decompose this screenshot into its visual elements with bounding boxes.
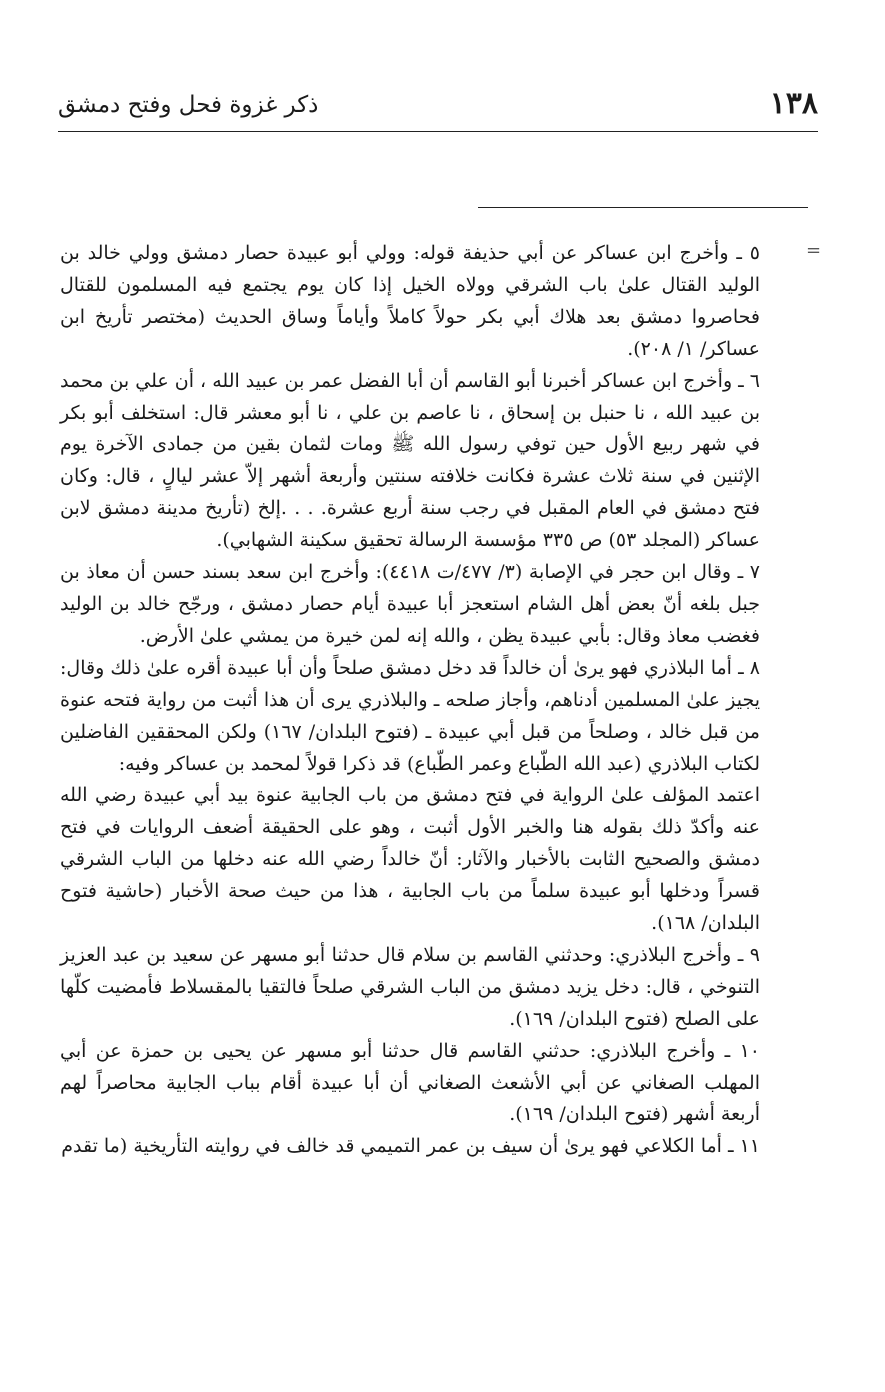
footnote-paragraph-5: ٥ ـ وأخرج ابن عساكر عن أبي حذيفة قوله: وولي أبو عبيدة حصار دمشق وولي خالد بن الوليد القتال علىٰ باب الشرقي وولاه الخيل إذا كان يوم يجتمع فيه المسلمون للقتال فحاصروا دمشق بعد هلاك أبي بكر حولاً كاملاً وأياماً وساق الحديث (مختصر تأريخ ابن عساكر/ ١/ ٢٠٨). [60,242,760,360]
footnote-paragraph-9: ٩ ـ وأخرج البلاذري: وحدثني القاسم بن سلام قال حدثنا أبو مسهر عن سعيد بن عبد العزيز التنوخي ، قال: دخل يزيد دمشق من الباب الشرقي صلحاً فالتقيا بالمقسلاط فأمضيت كلّها على الصلح (فتوح البلدان/ ١٦٩). [60,943,760,1030]
footnote-separator [478,207,808,208]
footnote-paragraph-11: ١١ ـ أما الكلاعي فهو يرىٰ أن سيف بن عمر التميمي قد خالف في روايته التأريخية (ما تقدم [61,1135,760,1158]
footnotes-text [60,238,760,1163]
footnote-paragraph-8: ٨ ـ أما البلاذري فهو يرىٰ أن خالداً قد دخل دمشق صلحاً وأن أبا عبيدة أقره علىٰ ذلك وقال: يجيز علىٰ المسلمين أدناهم، وأجاز صلحه ـ والبلاذري يرى أن هذا أثبت من رواية فتحه عنوة من قبل خالد ، وصلحاً من قبل أبي عبيدة ـ (فتوح البلدان/ ١٦٧) ولكن المحققين الفاضلين لكتاب البلاذري (عبد الله الطّباع وعمر الطّباع) قد ذكرا قولاً لمحمد بن عساكر وفيه: [60,656,760,775]
footnote-paragraph-10: ١٠ ـ وأخرج البلاذري: حدثني القاسم قال حدثنا أبو مسهر عن يحيى بن حمزة عن أبي المهلب الصغاني عن أبي الأشعث الصغاني أن أبا عبيدة أقام بباب الجابية محاصراً لهم أربعة أشهر (فتوح البلدان/ ١٦٩). [60,1039,760,1126]
running-title: ذكر غزوة فحل وفتح دمشق [58,92,319,118]
footnote-paragraph-7: ٧ ـ وقال ابن حجر في الإصابة (٣/ ٤٧٧/ت ٤٤١٨): وأخرج ابن سعد بسند حسن أن معاذ بن جبل بلغه أنّ بعض أهل الشام استعجز أبا عبيدة أيام حصار دمشق ، ورجّح خالد بن الوليد فغضب معاذ وقال: بأبي عبيدة يظن ، والله إنه لمن خيرة من يمشي علىٰ الأرض. [60,561,760,647]
footnote-paragraph-8-quote: اعتمد المؤلف علىٰ الرواية في فتح دمشق من باب الجابية عنوة بيد أبي عبيدة رضي الله عنه وأكدّ ذلك بقوله هنا والخبر الأول أثبت ، وهو على الحقيقة أضعف الروايات في فتح دمشق والصحيح الثابت بالأخبار والآثار: أنّ خالداً رضي الله عنه دخلها من الباب الشرقي قسراً ودخلها أبو عبيدة سلماً من باب الجابية ، هذا من حيث صحة الأخبار (حاشية فتوح البلدان/ ١٦٨). [60,784,760,935]
margin-mark: = [806,240,822,261]
page-header [58,86,818,126]
header-divider [58,131,818,132]
page-number: ١٣٨ [769,86,818,121]
footnote-paragraph-6: ٦ ـ وأخرج ابن عساكر أخبرنا أبو القاسم أن أبا الفضل عمر بن عبيد الله ، أن علي بن محمد بن عبيد الله ، نا حنبل بن إسحاق ، نا عاصم بن علي ، نا أبو معشر قال: استخلف أبو بكر في شهر ربيع الأول حين توفي رسول الله ﷺ ومات لثمان بقين من جمادى الآخرة يوم الإثنين في سنة ثلاث عشرة فكانت خلافته سنتين وأربعة أشهر إلاّ عشر ليالٍ ، قال: وكان فتح دمشق في العام المقبل في رجب سنة أربع عشرة. . . .إلخ (تأريخ مدينة دمشق لابن عساكر (المجلد ٥٣) ص ٣٣٥ مؤسسة الرسالة تحقيق سكينة الشهابي). [60,369,760,552]
